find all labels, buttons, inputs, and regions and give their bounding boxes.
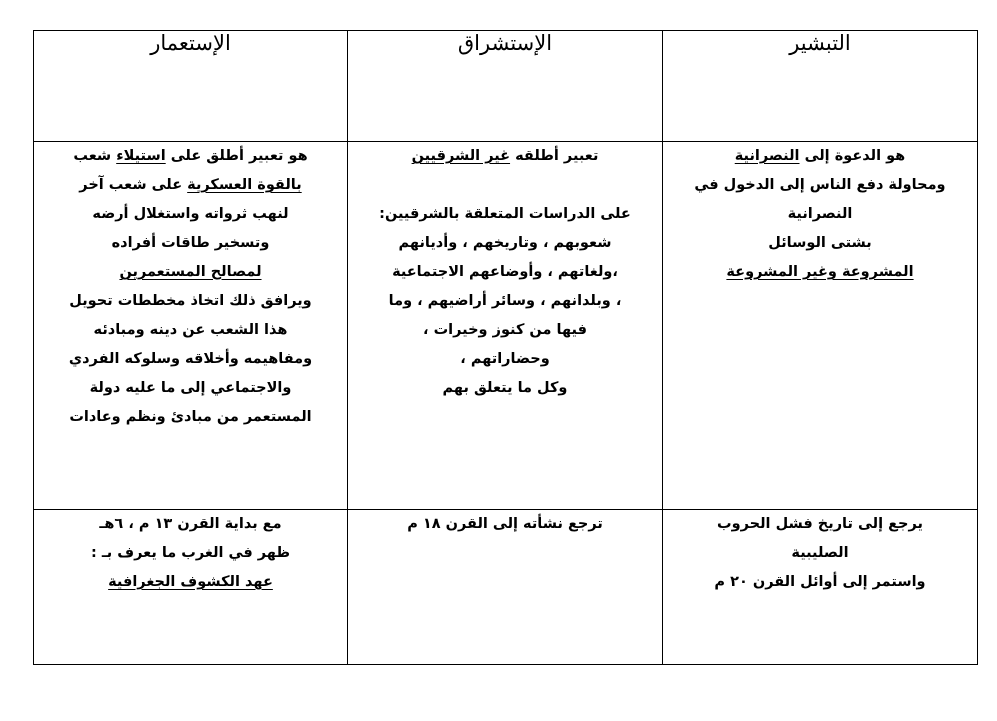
header-row <box>34 31 978 142</box>
underlined-term: لمصالح المستعمرين <box>119 264 262 280</box>
definition-text: على شعب آخر <box>79 177 188 193</box>
definition-line: ومحاولة دفع الناس إلى الدخول في <box>694 177 946 193</box>
definition-line <box>354 142 656 171</box>
origin-line: مع بداية القرن ١٣ م ، ٦هـ <box>99 516 282 532</box>
definition-line: ، وبلدانهم ، وسائر أراضيهم ، وما <box>388 293 622 309</box>
definition-line: بشتى الوسائل <box>768 235 872 251</box>
definition-line: فيها من كنوز وخيرات ، <box>423 322 587 338</box>
definition-line: هذا الشعب عن دينه ومبادئه <box>93 322 288 338</box>
origin-line: ترجع نشأته إلى القرن ١٨ م <box>407 516 603 532</box>
header-istishraq: الإستشراق <box>348 31 663 142</box>
definition-istimar <box>34 142 348 510</box>
definition-text: تعبير أطلقه <box>510 148 599 164</box>
underlined-term: غير الشرقيين <box>411 148 511 164</box>
definition-line: ومفاهيمه وأخلاقه وسلوكه الفردي <box>68 351 313 367</box>
definition-text: هو الدعوة إلى <box>799 148 906 164</box>
header-istimar: الإستعمار <box>34 31 348 142</box>
definition-line: وحضاراتهم ، <box>460 351 550 367</box>
definition-line: وتسخير طاقات أفراده <box>111 235 270 251</box>
underlined-term: عهد الكشوف الجغرافية <box>108 574 273 590</box>
header-tabshir: التبشير <box>663 31 978 142</box>
definition-text: هو تعبير أطلق على <box>165 148 308 164</box>
definition-line: ويرافق ذلك اتخاذ مخططات تحويل <box>69 293 312 309</box>
definition-line: وكل ما يتعلق بهم <box>442 380 568 396</box>
underlined-term: النصرانية <box>734 148 800 164</box>
definition-istishraq <box>348 142 663 510</box>
origin-line: ظهر في الغرب ما يعرف بـ : <box>90 545 290 561</box>
origin-line: واستمر إلى أوائل القرن ٢٠ م <box>714 574 926 590</box>
definition-line <box>669 142 971 171</box>
definition-line: المستعمر من مبادئ ونظم وعادات <box>69 409 312 425</box>
definition-line <box>40 171 341 200</box>
underlined-term: المشروعة وغير المشروعة <box>726 264 914 280</box>
underlined-term: استيلاء <box>116 148 166 164</box>
underlined-term: بالقوة العسكرية <box>187 177 302 193</box>
origin-line: يرجع إلى تاريخ فشل الحروب <box>717 516 923 532</box>
definition-line <box>40 142 341 171</box>
origin-line: الصليبية <box>791 545 849 561</box>
comparison-table <box>33 30 978 665</box>
origin-istishraq <box>348 510 663 665</box>
origin-row <box>34 510 978 665</box>
definition-line: لنهب ثرواته واستغلال أرضه <box>92 206 289 222</box>
origin-istimar <box>34 510 348 665</box>
origin-tabshir <box>663 510 978 665</box>
definition-text: شعب <box>73 148 117 164</box>
definition-line: والاجتماعي إلى ما عليه دولة <box>89 380 292 396</box>
definition-line: على الدراسات المتعلقة بالشرقيين: <box>379 206 631 222</box>
definition-line: ،ولغاتهم ، وأوضاعهم الاجتماعية <box>392 264 618 280</box>
definition-line: شعوبهم ، وتاريخهم ، وأديانهم <box>398 235 612 251</box>
definition-tabshir <box>663 142 978 510</box>
definition-line: النصرانية <box>787 206 853 222</box>
definition-row <box>34 142 978 510</box>
